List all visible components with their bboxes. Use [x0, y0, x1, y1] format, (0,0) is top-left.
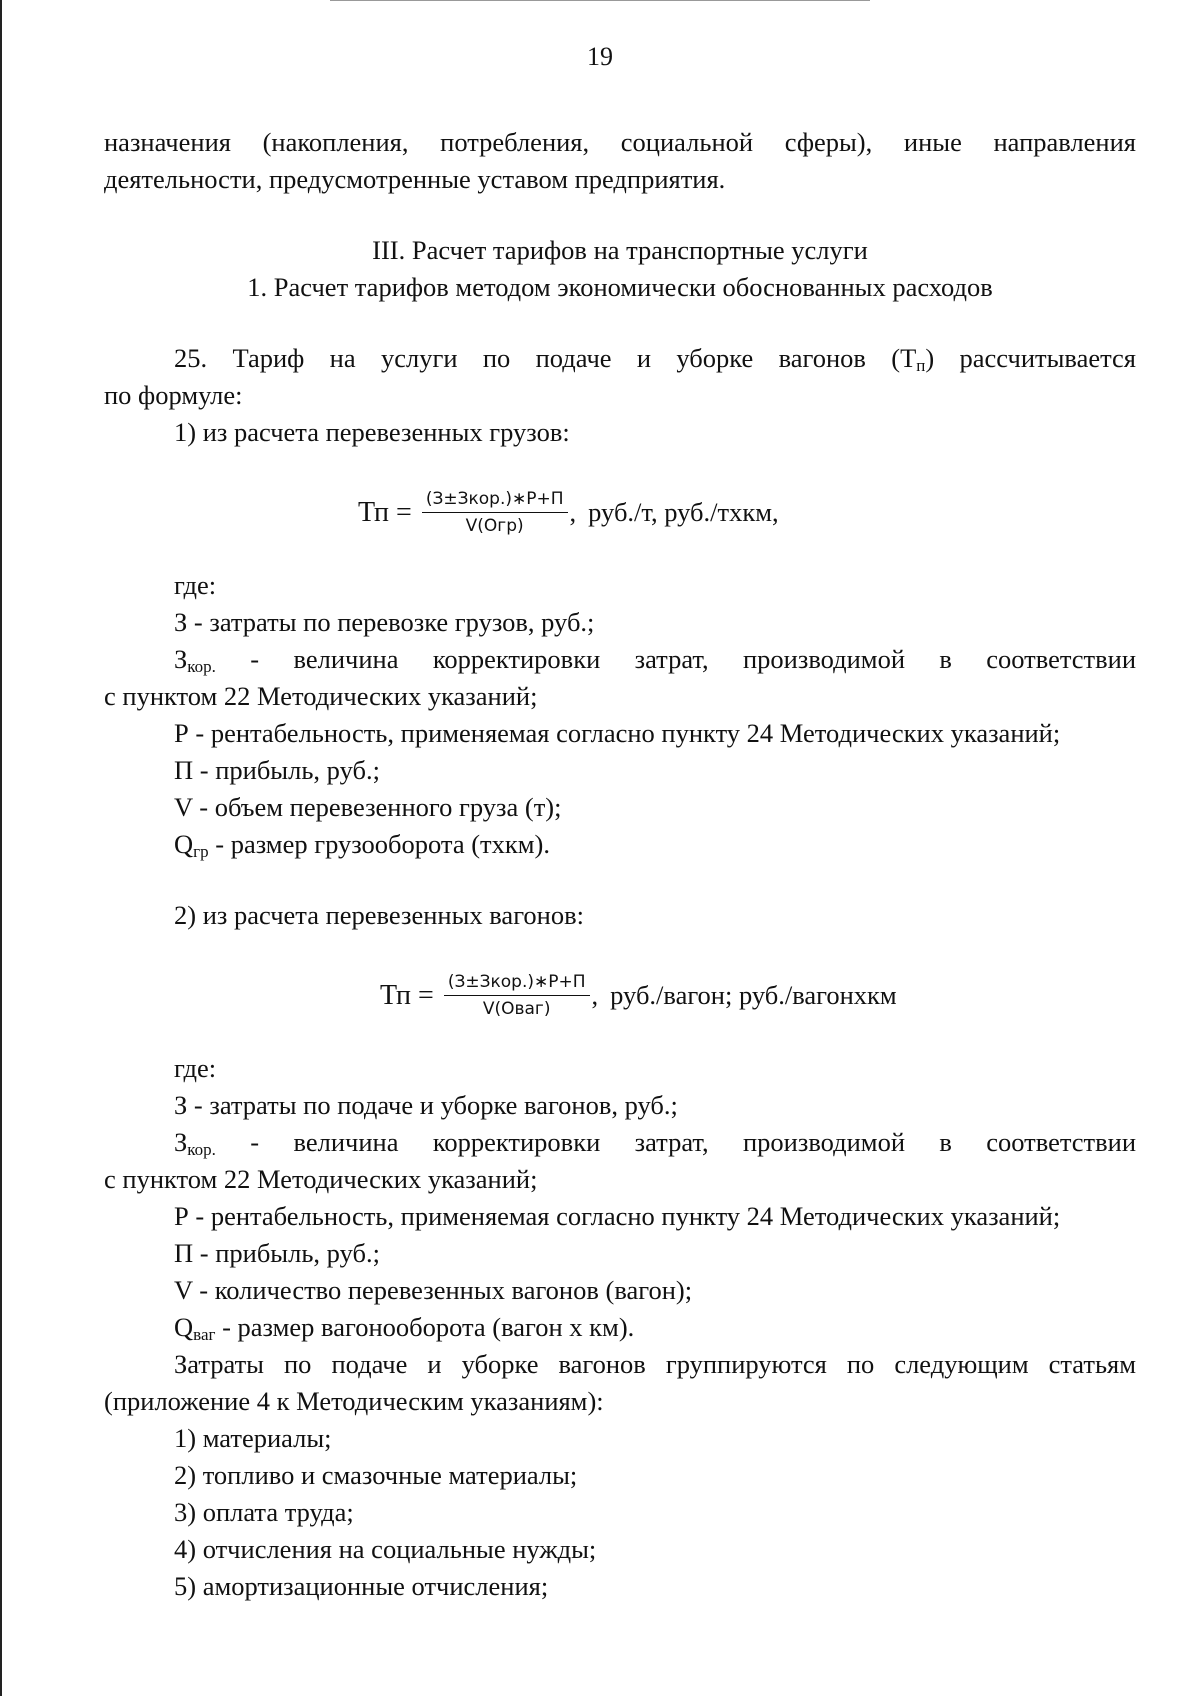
formula-2-def-zkor-line-2: с пунктом 22 Методических указаний; [104, 1164, 538, 1194]
formula-1-row [104, 477, 1136, 547]
formula-2: Тп = $\frac{\text{(З±Зкор.)∗Р+П}}{\text{V(Оваг)}}$ , руб./вагон; руб./вагонхкм [380, 971, 897, 1019]
formula-1-def-z: З - затраты по перевозке грузов, руб.; [174, 607, 595, 637]
section-subtitle: 1. Расчет тарифов методом экономически обоснованных расходов [247, 272, 993, 302]
formula-2-fraction [444, 971, 590, 1020]
q-text: - размер грузооборота (тхкм). [208, 829, 550, 859]
formula-1-lhs: Тп = [358, 496, 412, 528]
costs-line-1: Затраты по подаче и уборке вагонов группируются по следующим статьям [174, 1349, 1136, 1379]
formula-2-units: руб./вагон; руб./вагонхкм [610, 979, 897, 1010]
zkor-subscript: кор. [187, 1140, 216, 1159]
cost-item: 5) амортизационные отчисления; [174, 1571, 549, 1601]
intro-line-1: назначения (накопления, потребления, социальной сферы), иные направления [104, 127, 1136, 157]
formula-1-where: где: [174, 570, 217, 600]
q-text: - размер вагонооборота (вагон х км). [215, 1312, 635, 1342]
zkor-symbol: З [174, 1127, 188, 1157]
formula-1-def-p: П - прибыль, руб.; [174, 755, 380, 785]
formula-2-def-q [104, 1309, 1136, 1346]
clause-25-text-a: 25. Тариф на услуги по подаче и уборке вагонов (Т [174, 343, 917, 373]
section-title: III. Расчет тарифов на транспортные услуги [372, 235, 868, 265]
formula-1-def-zkor-line-1 [104, 641, 1136, 678]
formula-2-def-z: З - затраты по подаче и уборке вагонов, руб.; [174, 1090, 678, 1120]
clause-25-text-b: ) рассчитывается [925, 343, 1136, 373]
zkor-symbol: З [174, 644, 188, 674]
zkor-text: - величина корректировки затрат, производимой в соответствии [215, 1127, 1136, 1157]
costs-line-2: (приложение 4 к Методическим указаниям): [104, 1386, 604, 1416]
zkor-text: - величина корректировки затрат, производимой в соответствии [215, 644, 1136, 674]
formula-1-units: руб./т, руб./тхкм, [588, 496, 779, 527]
formula-1-heading: 1) из расчета перевезенных грузов: [174, 417, 570, 447]
formula-1-denominator: V(Огр) [465, 515, 524, 536]
cost-item: 1) материалы; [174, 1423, 332, 1453]
formula-1-def-v: V - объем перевезенного груза (т); [174, 792, 562, 822]
q-symbol: Q [174, 1312, 194, 1342]
zkor-subscript: кор. [187, 657, 216, 676]
formula-2-def-r: Р - рентабельность, применяемая согласно пункту 24 Методических указаний; [174, 1201, 1061, 1231]
clause-25-line-2: по формуле: [104, 380, 243, 410]
q-subscript: гр [193, 842, 209, 861]
formula-2-lhs: Тп = [380, 979, 434, 1011]
formula-2-where: где: [174, 1053, 217, 1083]
formula-1-def-r: Р - рентабельность, применяемая согласно пункту 24 Методических указаний; [174, 718, 1061, 748]
formula-1: Тп = $\frac{\text{(З±Зкор.)∗Р+П}}{\text{V(Огр)}}$ , руб./т, руб./тхкм, [358, 488, 779, 536]
formula-1-numerator: (З±Зкор.)∗Р+П [422, 488, 568, 513]
clause-25-line-1 [104, 340, 1136, 377]
clause-25-sub: п [916, 356, 926, 375]
formula-1-def-zkor-line-2: с пунктом 22 Методических указаний; [104, 681, 538, 711]
scan-edge-left [0, 0, 2, 1696]
scan-edge-top [330, 0, 870, 1]
formula-2-def-p: П - прибыль, руб.; [174, 1238, 380, 1268]
formula-2-row [104, 960, 1136, 1030]
formula-1-def-q [104, 826, 1136, 863]
document-body [104, 124, 1136, 1605]
formula-2-numerator: (З±Зкор.)∗Р+П [444, 971, 590, 996]
formula-2-def-zkor-line-1 [104, 1124, 1136, 1161]
page-number: 19 [587, 42, 613, 71]
formula-2-heading: 2) из расчета перевезенных вагонов: [174, 900, 584, 930]
q-subscript: ваг [193, 1325, 216, 1344]
q-symbol: Q [174, 829, 194, 859]
cost-item: 2) топливо и смазочные материалы; [174, 1460, 578, 1490]
intro-line-2: деятельности, предусмотренные уставом предприятия. [104, 164, 726, 194]
cost-item: 3) оплата труда; [174, 1497, 354, 1527]
formula-1-fraction [422, 488, 568, 537]
formula-2-denominator: V(Оваг) [482, 998, 551, 1019]
cost-item: 4) отчисления на социальные нужды; [174, 1534, 597, 1564]
formula-2-def-v: V - количество перевезенных вагонов (вагон); [174, 1275, 693, 1305]
